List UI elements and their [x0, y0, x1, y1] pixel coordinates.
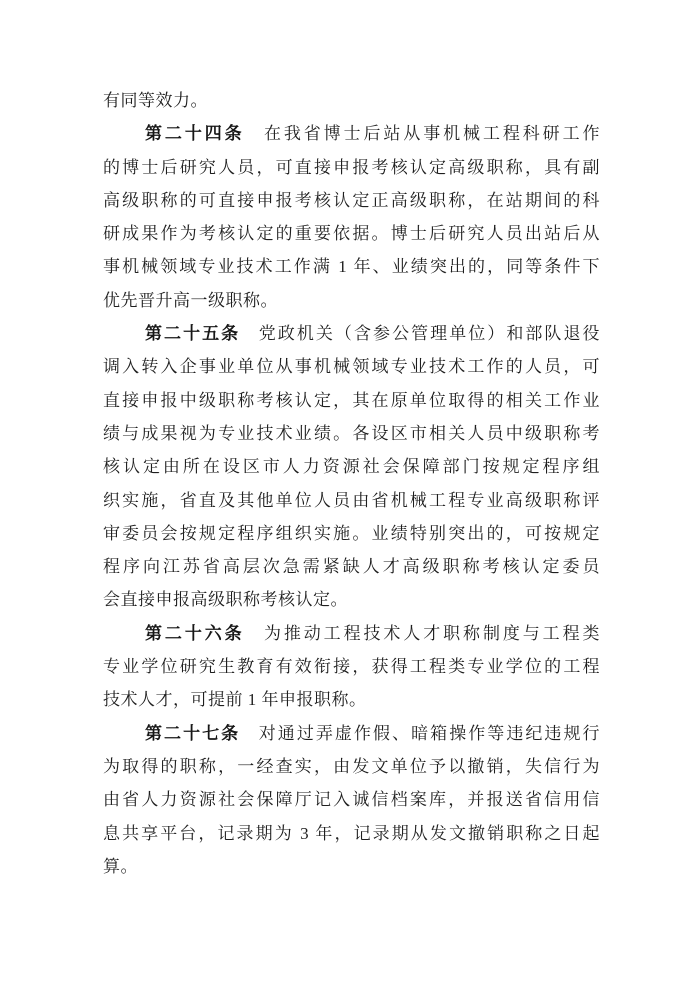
text-line: 核认定由所在设区市人力资源社会保障部门按规定程序组	[103, 457, 600, 477]
text-line: 高级职称的可直接申报考核认定正高级职称，在站期间的科	[103, 190, 600, 210]
text-line: 会直接申报高级职称考核认定。	[103, 590, 348, 610]
text-line: 的博士后研究人员，可直接申报考核认定高级职称，具有副	[103, 157, 600, 177]
text-line	[103, 717, 600, 750]
text-line: 优先晋升高一级职称。	[103, 290, 278, 310]
article-number: 第二十五条	[145, 324, 241, 344]
text-line	[103, 317, 600, 350]
text-line: 直接申报中级职称考核认定，其在原单位取得的相关工作业	[103, 390, 600, 410]
text-line: 织实施，省直及其他单位人员由省机械工程专业高级职称评	[103, 490, 600, 510]
article-number: 第二十四条	[145, 124, 245, 144]
article-number: 第二十七条	[145, 723, 241, 743]
document-text-block	[103, 84, 600, 883]
text-line: 由省人力资源社会保障厅记入诚信档案库，并报送省信用信	[103, 790, 600, 810]
text-line: 为取得的职称，一经查实，由发文单位予以撤销，失信行为	[103, 756, 600, 776]
article-first-text: 党政机关（含参公管理单位）和部队退役	[257, 324, 600, 344]
text-line: 程序向江苏省高层次急需紧缺人才高级职称考核认定委员	[103, 557, 600, 577]
text-line: 审委员会按规定程序组织实施。业绩特别突出的，可按规定	[103, 523, 600, 543]
text-line: 调入转入企事业单位从事机械领域专业技术工作的人员，可	[103, 357, 600, 377]
text-line: 技术人才，可提前 1 年申报职称。	[103, 690, 367, 710]
text-line: 有同等效力。	[103, 91, 208, 110]
text-line	[103, 117, 600, 150]
text-line: 专业学位研究生教育有效衔接，获得工程类专业学位的工程	[103, 657, 600, 677]
text-line	[103, 617, 600, 650]
text-line: 绩与成果视为专业技术业绩。各设区市相关人员中级职称考	[103, 423, 600, 443]
text-line: 算。	[103, 856, 138, 876]
text-line: 息共享平台，记录期为 3 年，记录期从发文撤销职称之日起	[103, 823, 600, 843]
article-first-text: 为推动工程技术人才职称制度与工程类	[261, 623, 600, 643]
article-number: 第二十六条	[145, 623, 245, 643]
article-first-text: 对通过弄虚作假、暗箱操作等违纪违规行	[257, 723, 600, 743]
article-first-text: 在我省博士后站从事机械工程科研工作	[261, 124, 600, 144]
text-line: 事机械领域专业技术工作满 1 年、业绩突出的，同等条件下	[103, 257, 600, 277]
text-line: 研成果作为考核认定的重要依据。博士后研究人员出站后从	[103, 224, 600, 244]
